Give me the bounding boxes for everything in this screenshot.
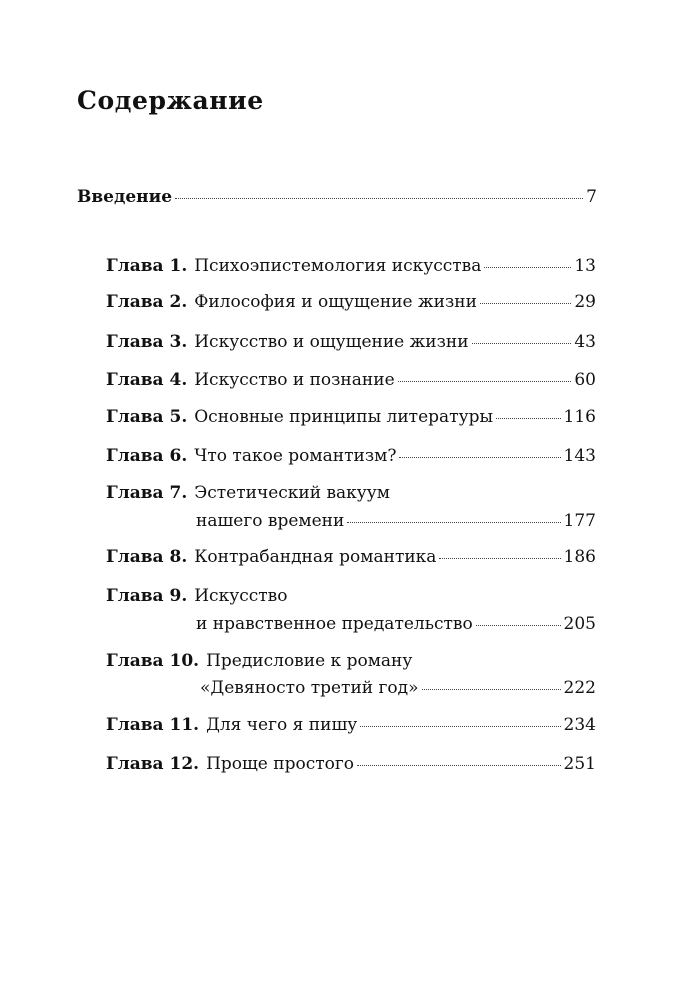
toc-entry-chapter-11[interactable] — [106, 714, 596, 736]
chapter-title: Для чего я пишу — [206, 715, 358, 735]
dot-leader — [472, 343, 572, 344]
chapter-label: Глава 12. — [106, 754, 200, 774]
toc-entry-chapter-5[interactable] — [106, 406, 596, 428]
chapter-title: Искусство и познание — [194, 370, 395, 390]
page-number: 29 — [574, 292, 596, 312]
chapter-label: Глава 10. — [106, 651, 200, 671]
intro-label: Введение — [77, 187, 173, 207]
page-number: 234 — [563, 715, 596, 735]
page-number: 222 — [563, 678, 596, 698]
dot-leader — [496, 418, 561, 419]
chapter-title-line-2: «Девяносто третий год» — [200, 678, 419, 698]
chapter-title: Философия и ощущение жизни — [194, 292, 477, 312]
chapter-title: Психоэпистемология искусства — [194, 256, 482, 276]
toc-entry-intro[interactable] — [77, 186, 597, 208]
toc-entry-chapter-12[interactable] — [106, 753, 596, 775]
page-number: 177 — [563, 511, 596, 531]
toc-entry-chapter-9-continued[interactable] — [196, 613, 596, 635]
dot-leader — [439, 558, 560, 559]
chapter-title-line-2: нашего времени — [196, 511, 345, 531]
chapter-label: Глава 9. — [106, 586, 188, 606]
dot-leader — [422, 689, 561, 690]
chapter-title: Основные принципы литературы — [194, 407, 493, 427]
dot-leader — [399, 457, 560, 458]
chapter-label: Глава 5. — [106, 407, 188, 427]
page-number: 205 — [563, 614, 596, 634]
chapter-label: Глава 3. — [106, 332, 188, 352]
page-title: Содержание — [77, 86, 264, 115]
page-number: 143 — [563, 446, 596, 466]
toc-entry-chapter-8[interactable] — [106, 546, 596, 568]
dot-leader — [347, 522, 560, 523]
toc-entry-chapter-4[interactable] — [106, 369, 596, 391]
chapter-label: Глава 1. — [106, 256, 188, 276]
page-number: 251 — [563, 754, 596, 774]
dot-leader — [480, 303, 571, 304]
chapter-title: Искусство и ощущение жизни — [194, 332, 469, 352]
chapter-title-line-1: Искусство — [194, 586, 288, 606]
chapter-label: Глава 6. — [106, 446, 188, 466]
dot-leader — [175, 198, 583, 199]
dot-leader — [398, 381, 572, 382]
toc-entry-chapter-1[interactable] — [106, 255, 596, 277]
toc-entry-chapter-9[interactable] — [106, 585, 596, 607]
chapter-label: Глава 11. — [106, 715, 200, 735]
chapter-title: Проще простого — [206, 754, 355, 774]
dot-leader — [476, 625, 561, 626]
chapter-label: Глава 8. — [106, 547, 188, 567]
toc-entry-chapter-2[interactable] — [106, 291, 596, 313]
chapter-label: Глава 2. — [106, 292, 188, 312]
chapter-title-line-1: Предисловие к роману — [206, 651, 413, 671]
page-number: 43 — [574, 332, 596, 352]
toc-entry-chapter-10-continued[interactable] — [200, 677, 596, 699]
page-number: 13 — [574, 256, 596, 276]
toc-entry-chapter-7-continued[interactable] — [196, 510, 596, 532]
chapter-title: Контрабандная романтика — [194, 547, 437, 567]
dot-leader — [484, 267, 571, 268]
page-number: 186 — [563, 547, 596, 567]
toc-entry-chapter-7[interactable] — [106, 482, 596, 504]
page-number: 116 — [563, 407, 596, 427]
chapter-title-line-2: и нравственное предательство — [196, 614, 473, 634]
toc-entry-chapter-6[interactable] — [106, 445, 596, 467]
chapter-title-line-1: Эстетический вакуум — [194, 483, 391, 503]
dot-leader — [360, 726, 560, 727]
page-number: 7 — [586, 187, 597, 207]
chapter-label: Глава 7. — [106, 483, 188, 503]
chapter-title: Что такое романтизм? — [194, 446, 397, 466]
toc-entry-chapter-3[interactable] — [106, 331, 596, 353]
page-number: 60 — [574, 370, 596, 390]
dot-leader — [357, 765, 561, 766]
toc-entry-chapter-10[interactable] — [106, 650, 596, 672]
chapter-label: Глава 4. — [106, 370, 188, 390]
